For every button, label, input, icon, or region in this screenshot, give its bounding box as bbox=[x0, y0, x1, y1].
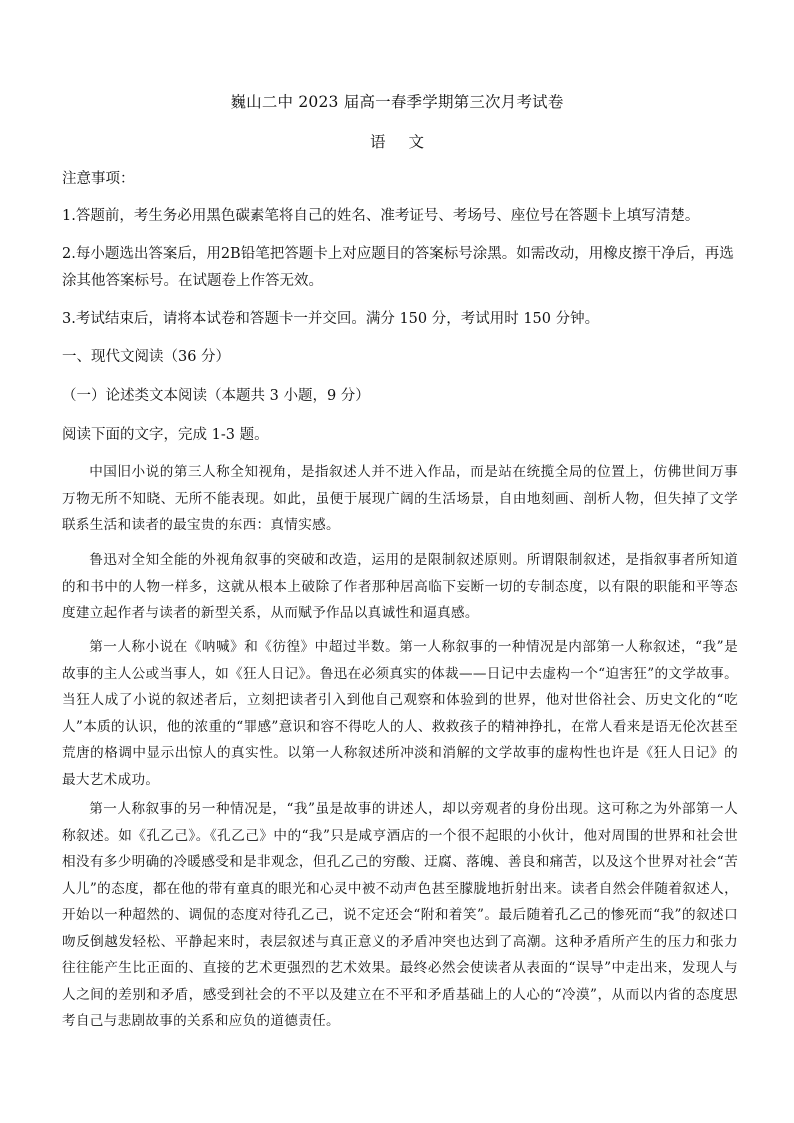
notice-item: 1.答题前，考生务必用黑色碳素笔将自己的姓名、准考证号、考场号、座位号在答题卡上填写清楚。 bbox=[62, 208, 700, 224]
reading-instruction: 阅读下面的文字，完成 1-3 题。 bbox=[62, 427, 269, 443]
passage-paragraph: 鲁迅对全知全能的外视角叙事的突破和改造，运用的是限制叙述原则。所谓限制叙述，是指叙事者所知道的和书中的人物一样多，这就从根本上破除了作者那种居高临下妄断一切的专制态度，以有限的职能和平等态度建立起作者与读者的新型关系，从而赋予作品以真诚性和逼真感。 bbox=[62, 552, 738, 621]
subsection-heading: （一）论述类文本阅读（本题共 3 小题，9 分） bbox=[62, 388, 370, 404]
passage-paragraph: 第一人称小说在《呐喊》和《彷徨》中超过半数。第一人称叙事的一种情况是内部第一人称叙述，“我”是故事的主人公或当事人，如《狂人日记》。鲁迅在必须真实的体裁——日记中去虚构一个“迫害狂”的文学故事。当狂人成了小说的叙述者后，立刻把读者引入到他自己观察和体验到的世界，他对世俗社会、历史文化的“吃人”本质的认识，他的浓重的“罪感”意识和容不得吃人的人、救救孩子的精神挣扎，在常人看来是语无伦次甚至荒唐的格调中显示出惊人的真实性。以第一人称叙述所冲淡和消解的文学故事的虚构性也许是《狂人日记》的最大艺术成功。 bbox=[62, 639, 738, 788]
notice-item: 3.考试结束后，请将本试卷和答题卡一并交回。满分 150 分，考试用时 150 分钟。 bbox=[62, 311, 600, 327]
passage-paragraph: 中国旧小说的第三人称全知视角，是指叙述人并不进入作品，而是站在统揽全局的位置上，仿佛世间万事万物无所不知晓、无所不能表现。如此，虽便于展现广阔的生活场景，自由地刻画、剖析人物，但失掉了文学联系生活和读者的最宝贵的东西：真情实感。 bbox=[62, 464, 738, 533]
section-heading: 一、现代文阅读（36 分） bbox=[62, 349, 231, 365]
notice-heading: 注意事项： bbox=[62, 171, 135, 187]
exam-title: 巍山二中 2023 届高一春季学期第三次月考试卷 bbox=[230, 93, 564, 111]
subject-title: 语 文 bbox=[370, 133, 424, 151]
passage-paragraph: 第一人称叙事的另一种情况是，“我”虽是故事的讲述人，却以旁观者的身份出现。这可称之为外部第一人称叙述。如《孔乙己》。《孔乙己》中的“我”只是咸亨酒店的一个很不起眼的小伙计，他对周围的世界和社会世相没有多少明确的冷暖感受和是非观念，但孔乙己的穷酸、迂腐、落魄、善良和痛苦，以及这个世界对社会“苦人儿”的态度，都在他的带有童真的眼光和心灵中被不动声色甚至朦胧地折射出来。读者自然会伴随着叙述人，开始以一种超然的、调侃的态度对待孔乙己，说不定还会“附和着笑”。最后随着孔乙己的惨死而“我”的叙述口吻反倒越发轻松、平静起来时，表层叙述与真正意义的矛盾冲突也达到了高潮。这种矛盾所产生的压力和张力往往能产生比正面的、直接的艺术更强烈的艺术效果。最终必然会使读者从表面的“误导”中走出来，发现人与人之间的差别和矛盾，感受到社会的不平以及建立在不平和矛盾基础上的人心的“冷漠”，从而以内省的态度思考自己与悲剧故事的关系和应负的道德责任。 bbox=[62, 801, 738, 1029]
notice-item: 2.每小题选出答案后，用2B铅笔把答题卡上对应题目的答案标号涂黑。如需改动，用橡皮擦干净后，再选涂其他答案标号。在试题卷上作答无效。 bbox=[62, 246, 734, 289]
